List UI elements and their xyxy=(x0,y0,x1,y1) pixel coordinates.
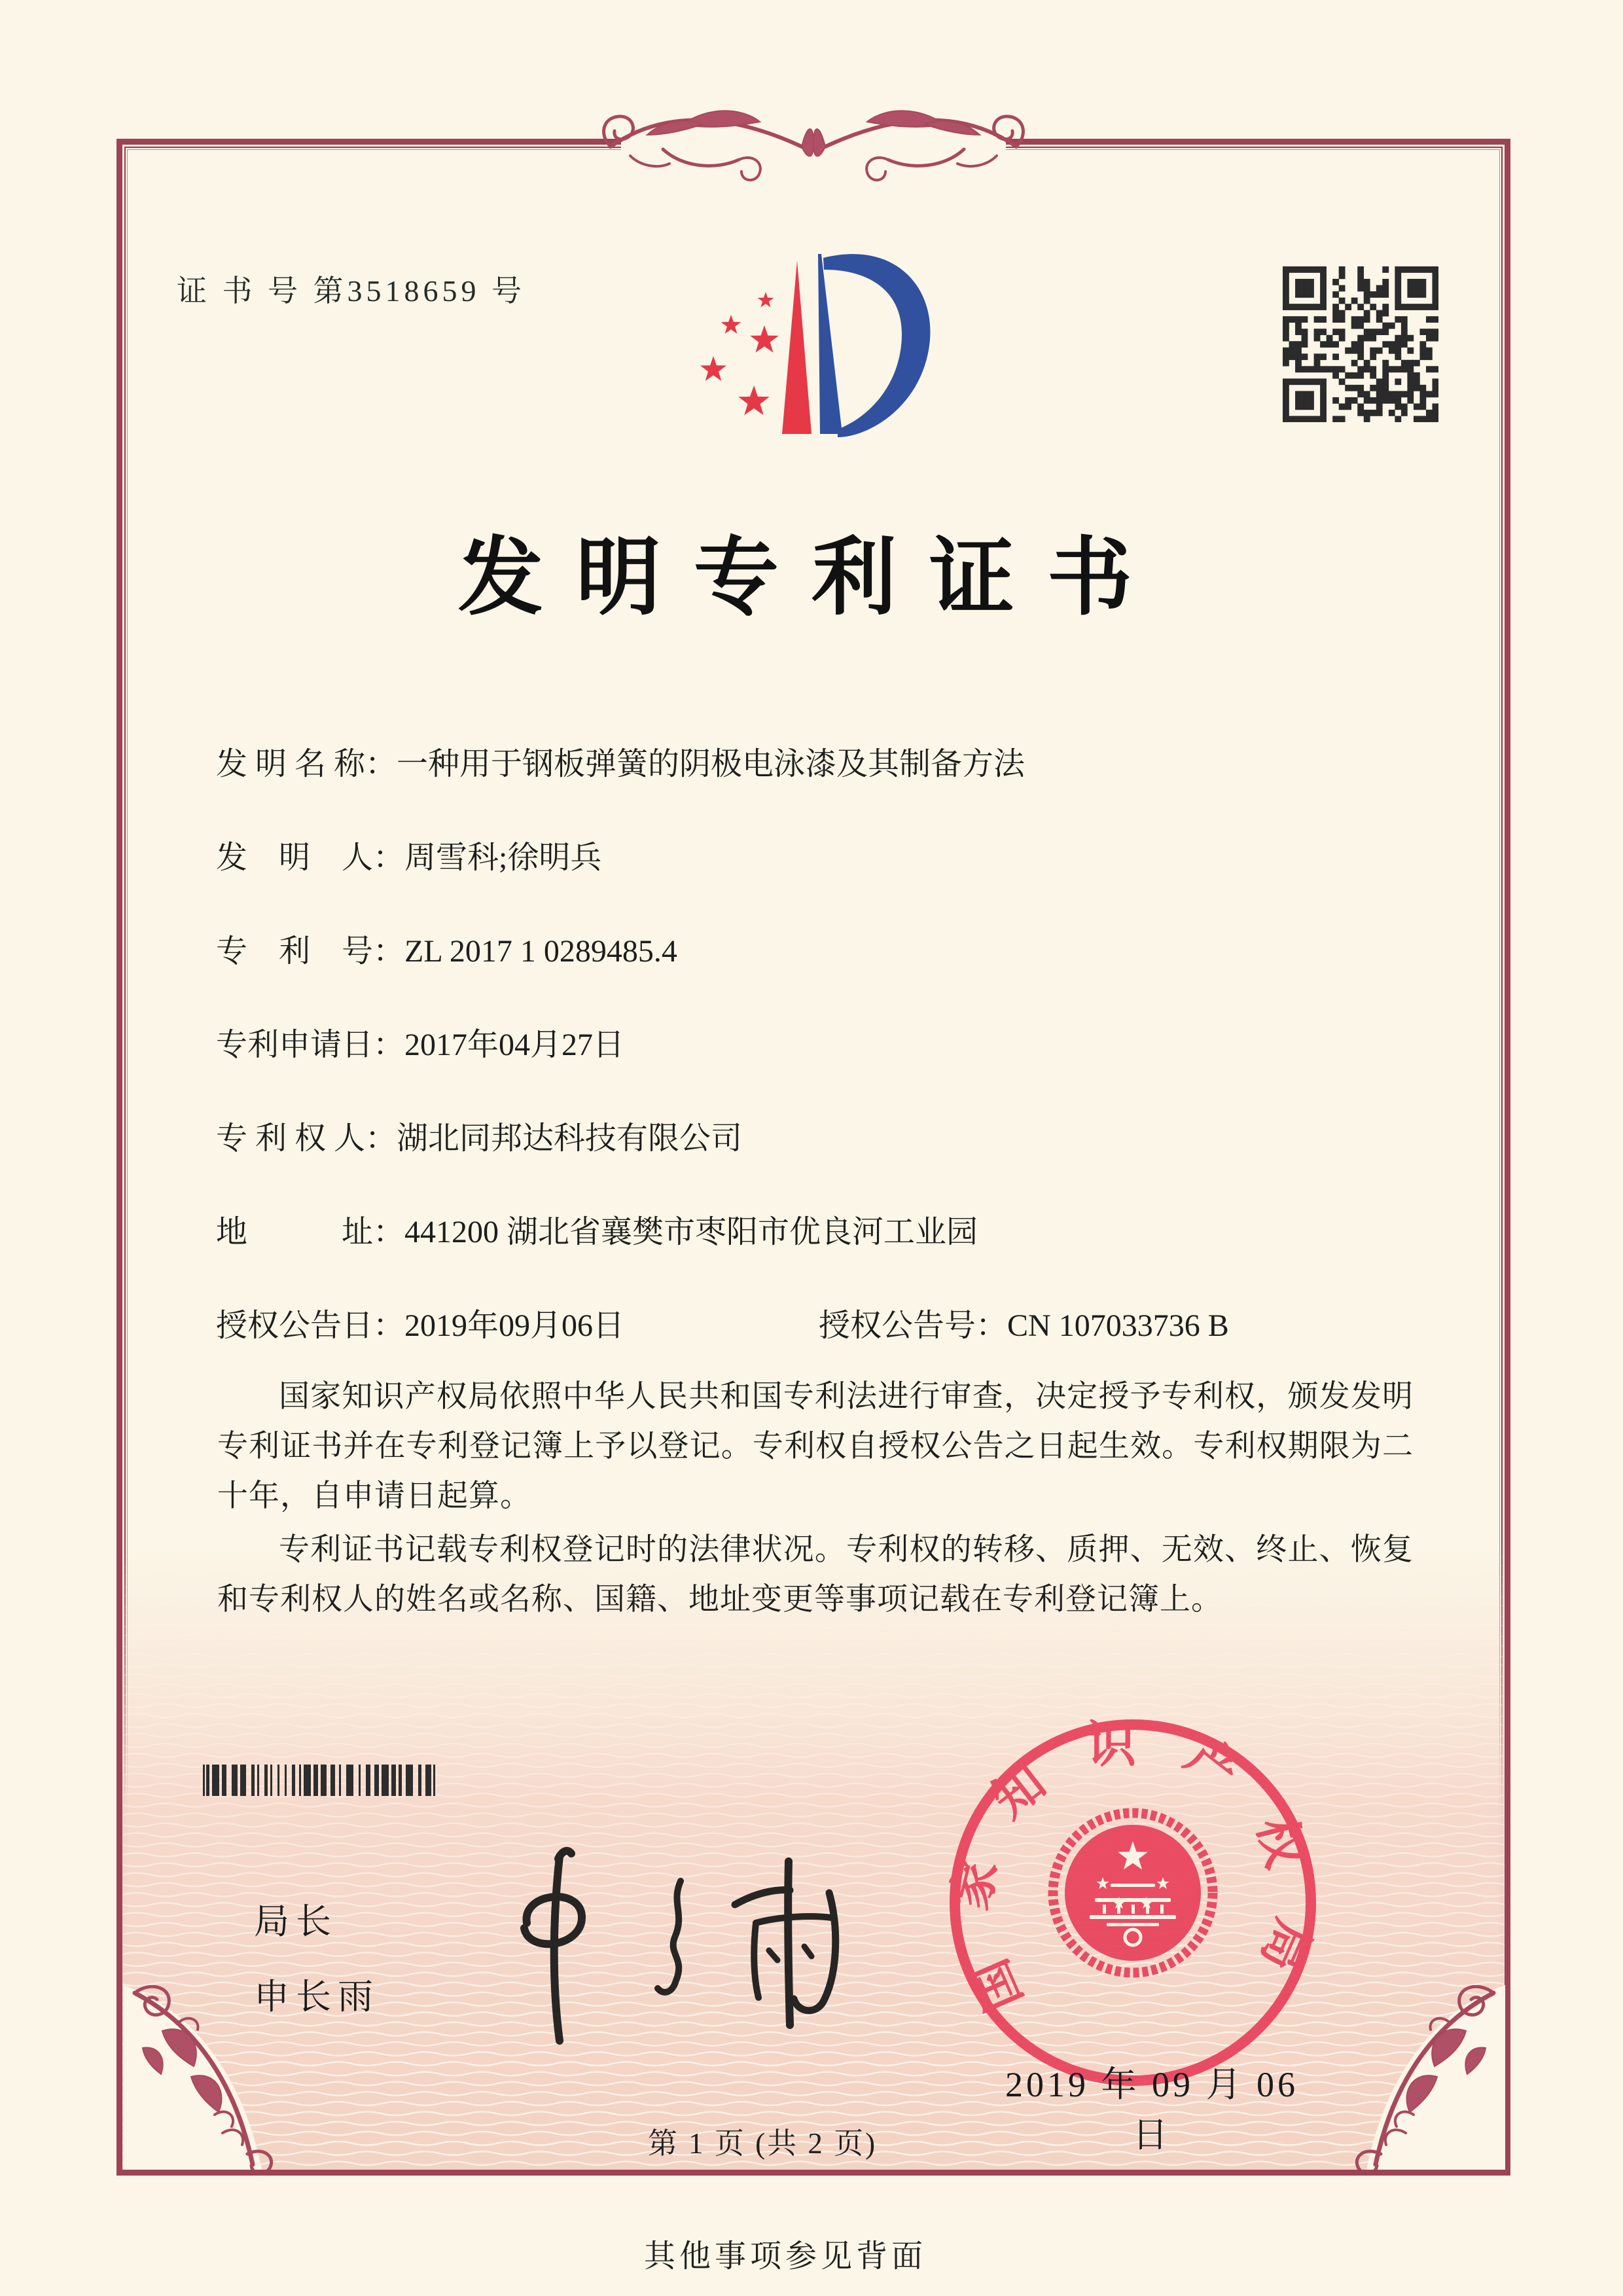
seal-date: 2019 年 09 月 06 日 xyxy=(1005,2065,1298,2155)
qr-code xyxy=(1283,266,1438,422)
field-row-filing-date xyxy=(216,1019,624,1064)
grant-number-pair xyxy=(819,1300,1229,1345)
legal-paragraph-1: 国家知识产权局依照中华人民共和国专利法进行审查，决定授予专利权，颁发发明专利证书并在专利登记簿上予以登记。专利权自授权公告之日起生效。专利权期限为二十年，自申请日起算。 xyxy=(217,1380,1414,1513)
director-signature xyxy=(481,1825,861,2054)
field-row-address xyxy=(216,1206,978,1251)
director-name: 申长雨 xyxy=(254,1977,380,2017)
national-emblem-icon xyxy=(1053,1813,1213,1973)
official-seal xyxy=(930,1700,1336,2106)
field-value: 周雪科;徐明兵 xyxy=(404,840,602,875)
field-value: 一种用于钢板弹簧的阴极电泳漆及其制备方法 xyxy=(397,747,1026,781)
back-side-note: 其他事项参见背面 xyxy=(643,2239,927,2274)
director-title-label: 局长 xyxy=(254,1902,338,1941)
field-label: 地 址： xyxy=(216,1215,405,1249)
field-value: 2017年04月27日 xyxy=(404,1028,625,1062)
field-label: 专 利 号： xyxy=(216,934,405,969)
barcode xyxy=(203,1765,436,1796)
legal-text xyxy=(217,1372,1414,1628)
grant-date-value: 2019年09月06日 xyxy=(404,1308,625,1343)
field-value: ZL 2017 1 0289485.4 xyxy=(404,934,677,969)
cnipa-logo-icon xyxy=(681,247,942,444)
field-value: 441200 湖北省襄樊市枣阳市优良河工业园 xyxy=(404,1215,978,1249)
field-value: 湖北同邦达科技有限公司 xyxy=(397,1121,743,1156)
field-row-patentee xyxy=(216,1113,742,1158)
field-row-grant xyxy=(216,1300,1229,1345)
page-number: 第 1 页 (共 2 页) xyxy=(647,2127,878,2160)
field-row-patent-number xyxy=(216,925,677,971)
grant-date-label: 授权公告日： xyxy=(216,1308,405,1343)
field-label: 发 明 人： xyxy=(216,840,405,875)
field-label: 发 明 名 称： xyxy=(216,747,397,781)
seal-agency-text: 国家知识产权局 xyxy=(942,1717,1323,2019)
legal-paragraph-2: 专利证书记载专利权登记时的法律状况。专利权的转移、质押、无效、终止、恢复和专利权人的姓名或名称、国籍、地址变更等事项记载在专利登记簿上。 xyxy=(217,1533,1414,1617)
certificate-number: 证 书 号 第3518659 号 xyxy=(177,274,526,308)
certificate-title: 发明专利证书 xyxy=(457,531,1165,626)
grant-number-label: 授权公告号： xyxy=(819,1308,1008,1343)
field-row-invention-name xyxy=(216,738,1025,783)
field-row-inventor xyxy=(216,832,601,877)
field-label: 专 利 权 人： xyxy=(216,1121,397,1156)
field-label: 专利申请日： xyxy=(216,1028,405,1062)
grant-number-value: CN 107033736 B xyxy=(1007,1308,1229,1343)
